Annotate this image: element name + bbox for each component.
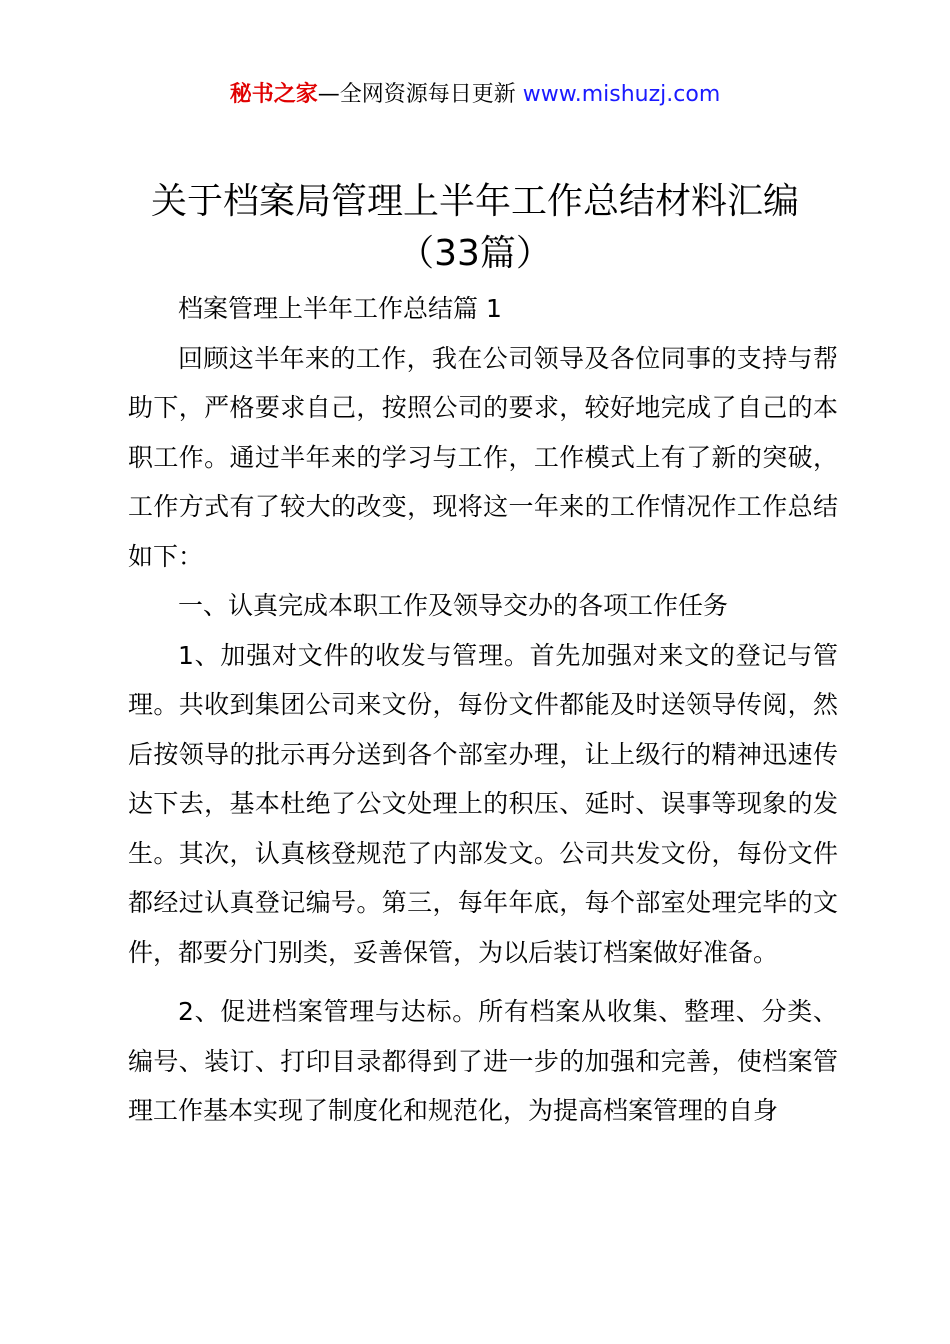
body-paragraph: 1、加强对文件的收发与管理。首先加强对来文的登记与管理。共收到集团公司来文份，每份文件都能及时送领导传阅，然后按领导的批示再分送到各个部室办理，让上级行的精神迅速传达下去，基本杜绝了公文处理上的积压、延时、误事等现象的发生。其次，认真核登规范了内部发文。公司共发文份，每份文件都经过认真登记编号。第三，每年年底，每个部室处理完毕的文件，都要分门别类，妥善保管，为以后装订档案做好准备。 <box>128 640 838 967</box>
website-link[interactable]: www.mishuzj.com <box>522 82 721 107</box>
body-paragraph: 2、促进档案管理与达标。所有档案从收集、整理、分类、编号、装订、打印目录都得到了进一步的加强和完善，使档案管理工作基本实现了制度化和规范化，为提高档案管理的自身 <box>128 997 838 1125</box>
header-tagline: —全网资源每日更新 <box>317 82 516 107</box>
document-title: 关于档案局管理上半年工作总结材料汇编 <box>150 181 799 222</box>
document-body <box>128 284 838 1136</box>
body-paragraph: 回顾这半年来的工作，我在公司领导及各位同事的支持与帮助下，严格要求自己，按照公司的要求，较好地完成了自己的本职工作。通过半年来的学习与工作，工作模式上有了新的突破，工作方式有了较大的改变，现将这一年来的工作情况作工作总结如下： <box>128 343 838 571</box>
page-header <box>0 78 950 112</box>
document-subtitle: （33篇） <box>398 233 552 274</box>
section-heading: 一、认真完成本职工作及领导交办的各项工作任务 <box>178 591 729 620</box>
section-heading: 档案管理上半年工作总结篇 1 <box>178 294 502 323</box>
brand-name: 秘书之家 <box>229 82 318 107</box>
